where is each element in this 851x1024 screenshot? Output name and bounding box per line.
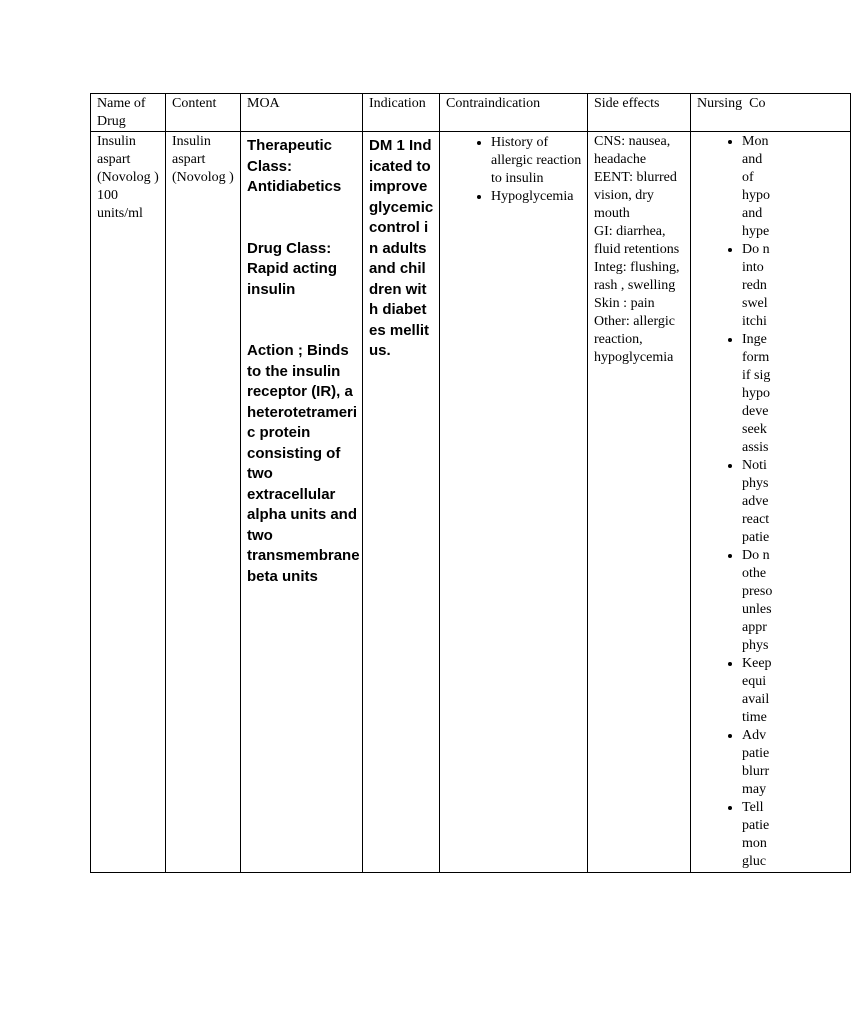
cell-nursing-considerations	[691, 132, 851, 873]
header-indication: Indication	[363, 94, 440, 132]
drug-class-text: Drug Class: Rapid acting insulin	[247, 239, 338, 298]
spacer	[247, 300, 360, 341]
nursing-list	[697, 133, 845, 871]
header-contraindication: Contraindication	[440, 94, 588, 132]
cell-content	[166, 132, 241, 873]
list-item: • Hypoglycemia	[491, 188, 582, 206]
header-name-of-drug: Name of Drug	[91, 94, 166, 132]
list-item: • Noti phys adve react patie	[742, 457, 845, 547]
drug-card-table	[90, 93, 851, 873]
list-item: • Tell patie mon gluc	[742, 799, 845, 871]
therapeutic-class-text: Therapeutic Class: Antidiabetics	[247, 137, 342, 195]
cell-name-of-drug	[91, 132, 166, 873]
side-effects-text: CNS: nausea, headache EENT: blurred vision, dry mouth GI: diarrhea, fluid retentions Integ: flushing, rash , swelling Skin : pain Other: allergic reaction, hypoglycemia	[594, 134, 680, 365]
list-item: • Adv patie blurr may	[742, 727, 845, 799]
list-item: • Inge form if sig hypo deve seek assis	[742, 331, 845, 457]
header-moa: MOA	[241, 94, 363, 132]
list-item: • Keep equi avail time	[742, 655, 845, 727]
list-item: • Mon and of hypo and hype	[742, 133, 845, 241]
drug-name-text: Insulin aspart (Novolog ) 100 units/ml	[97, 134, 159, 221]
list-item: • Do n othe preso unles appr phys	[742, 547, 845, 655]
cell-moa	[241, 132, 363, 873]
header-side-effects: Side effects	[588, 94, 691, 132]
list-item: • Do n into redn swel itchi	[742, 241, 845, 331]
cell-indication	[363, 132, 440, 873]
cell-contraindication	[440, 132, 588, 873]
header-content: Content	[166, 94, 241, 132]
drug-row	[91, 132, 851, 873]
content-text: Insulin aspart (Novolog )	[172, 134, 234, 185]
cell-side-effects	[588, 132, 691, 873]
contraindication-list	[446, 134, 582, 206]
header-row	[91, 94, 851, 132]
list-item: • History of allergic reaction to insulin	[491, 134, 582, 188]
header-nursing-considerations: Nursing Co	[691, 94, 851, 132]
action-text: Action ; Binds to the insulin receptor (IR), a heterotetrameric protein consisting of two extracellular alpha units and two transmembrane beta units	[247, 342, 360, 585]
spacer	[247, 198, 360, 239]
indication-text: DM 1 Indicated to improve glycemic control in adults and children with diabetes mellitus.	[369, 137, 434, 359]
